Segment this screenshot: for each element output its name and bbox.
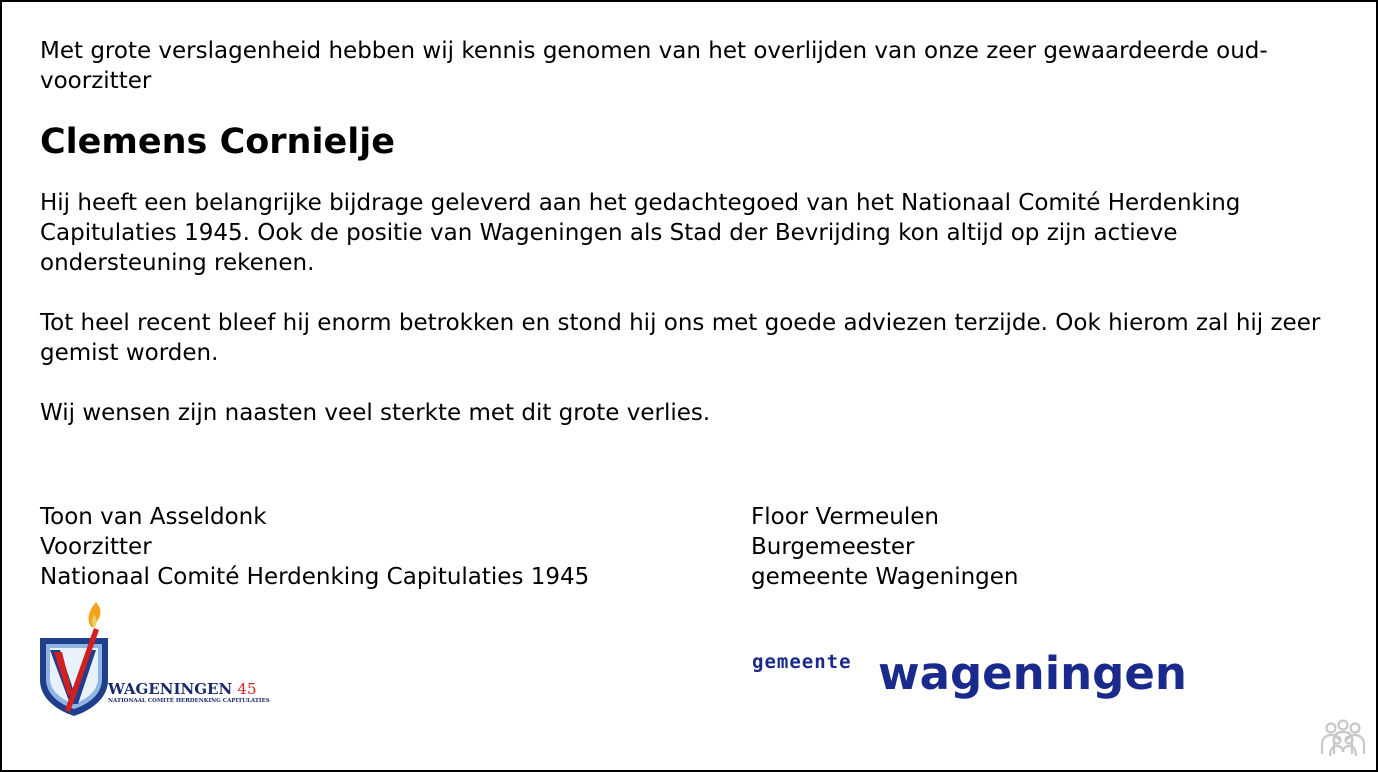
torch-shield-icon: [36, 600, 116, 720]
signatory-org: Nationaal Comité Herdenking Capitulaties 1945: [40, 564, 590, 590]
intro-text: Met grote verslagenheid hebben wij kennis genomen van het overlijden van onze zeer gewaardeerde oud-voorzitter: [40, 38, 1268, 94]
signatory-name: Floor Vermeulen: [751, 504, 939, 530]
signatory-role: Burgemeester: [751, 534, 915, 560]
gemeente-wageningen-logo: [750, 645, 1187, 715]
wageningen45-wordmark: WAGENINGEN 45: [108, 680, 257, 698]
signatory-role: Voorzitter: [40, 534, 152, 560]
paragraph-condolence: Wij wensen zijn naasten veel sterkte met dit grote verlies.: [40, 400, 711, 426]
wageningen45-subtitle: NATIONAAL COMITÉ HERDENKING CAPITULATIES: [108, 698, 270, 704]
paragraph-involvement: Tot heel recent bleef hij enorm betrokken en stond hij ons met goede adviezen terzijde. Ook hierom zal hij zeer gemist worden.: [40, 310, 1321, 366]
signatory-left: [40, 502, 589, 592]
signatory-name: Toon van Asseldonk: [40, 504, 267, 530]
signatory-right: [751, 502, 1019, 592]
signatory-org: gemeente Wageningen: [751, 564, 1019, 590]
deceased-name: Clemens Cornielje: [40, 122, 395, 162]
logo-gemeente-text: gemeente: [752, 651, 852, 673]
logo-wageningen-text: wageningen: [878, 647, 1187, 700]
wageningen45-logo: [36, 600, 270, 720]
paragraph-contribution: Hij heeft een belangrijke bijdrage geleverd aan het gedachtegoed van het Nationaal Comité Herdenking Capitulaties 1945. Ook de positie van Wageningen als Stad der Bevrijding kon altijd op zijn actieve ondersteuning rekenen.: [40, 190, 1241, 276]
people-group-icon: [1318, 718, 1368, 758]
notice-body: [40, 36, 1350, 428]
